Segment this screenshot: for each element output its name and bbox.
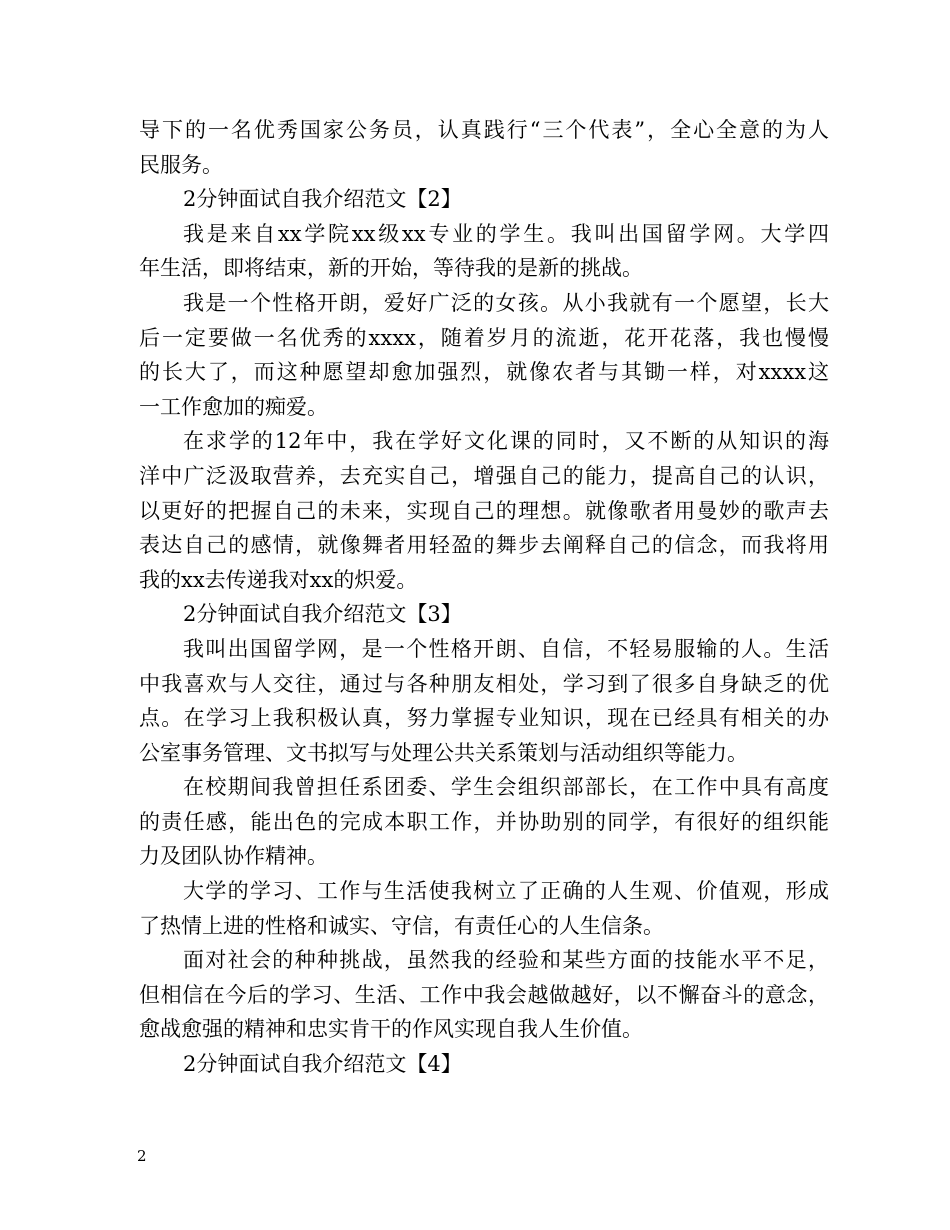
- text-line: 我的xx去传递我对xx的炽爱。: [139, 567, 418, 592]
- text-line: 面对社会的种种挑战，虽然我的经验和某些方面的技能水平不足，: [183, 948, 829, 973]
- text-line: 点。在学习上我积极认真，努力掌握专业知识，现在已经具有相关的办: [139, 706, 829, 731]
- text-line: 了热情上进的性格和诚实、守信，有责任心的人生信条。: [139, 913, 664, 938]
- text-line: 在求学的12年中，我在学好文化课的同时，又不断的从知识的海: [183, 429, 829, 454]
- text-line: 大学的学习、工作与生活使我树立了正确的人生观、价值观，形成: [183, 879, 829, 904]
- page-number: 2: [137, 1147, 147, 1165]
- text-line: 但相信在今后的学习、生活、工作中我会越做越好，以不懈奋斗的意念，: [139, 982, 829, 1007]
- text-line: 年生活，即将结束，新的开始，等待我的是新的挑战。: [139, 256, 643, 281]
- section-heading: 2分钟面试自我介绍范文【3】: [183, 602, 462, 627]
- text-line: 洋中广泛汲取营养，去充实自己，增强自己的能力，提高自己的认识，: [139, 463, 829, 488]
- text-line: 力及团队协作精神。: [139, 844, 328, 869]
- text-line: 在校期间我曾担任系团委、学生会组织部部长，在工作中具有高度: [183, 775, 829, 800]
- text-line: 我是来自xx学院xx级xx专业的学生。我叫出国留学网。大学四: [183, 221, 829, 246]
- text-line: 愈战愈强的精神和忠实肯干的作风实现自我人生价值。: [139, 1017, 643, 1042]
- text-line: 后一定要做一名优秀的xxxx，随着岁月的流逝，花开花落，我也慢慢: [139, 325, 829, 350]
- text-line: 中我喜欢与人交往，通过与各种朋友相处，学习到了很多自身缺乏的优: [139, 671, 829, 696]
- text-line: 导下的一名优秀国家公务员，认真践行“三个代表”，全心全意的为人: [139, 118, 829, 142]
- text-line: 一工作愈加的痴爱。: [139, 394, 328, 419]
- document-body: [139, 113, 829, 1082]
- text-line: 民服务。: [139, 152, 223, 177]
- section-heading: 2分钟面试自我介绍范文【4】: [183, 1052, 462, 1077]
- text-line: 表达自己的感情，就像舞者用轻盈的舞步去阐释自己的信念，而我将用: [139, 533, 829, 558]
- text-line: 我叫出国留学网，是一个性格开朗、自信，不轻易服输的人。生活: [183, 636, 829, 661]
- text-line: 的长大了，而这种愿望却愈加强烈，就像农者与其锄一样，对xxxx这: [139, 360, 829, 385]
- section-heading: 2分钟面试自我介绍范文【2】: [183, 187, 462, 212]
- text-line: 公室事务管理、文书拟写与处理公共关系策划与活动组织等能力。: [139, 740, 748, 765]
- text-line: 以更好的把握自己的未来，实现自己的理想。就像歌者用曼妙的歌声去: [139, 498, 829, 523]
- text-line: 我是一个性格开朗，爱好广泛的女孩。从小我就有一个愿望，长大: [183, 290, 829, 315]
- text-line: 的责任感，能出色的完成本职工作，并协助别的同学，有很好的组织能: [139, 809, 829, 834]
